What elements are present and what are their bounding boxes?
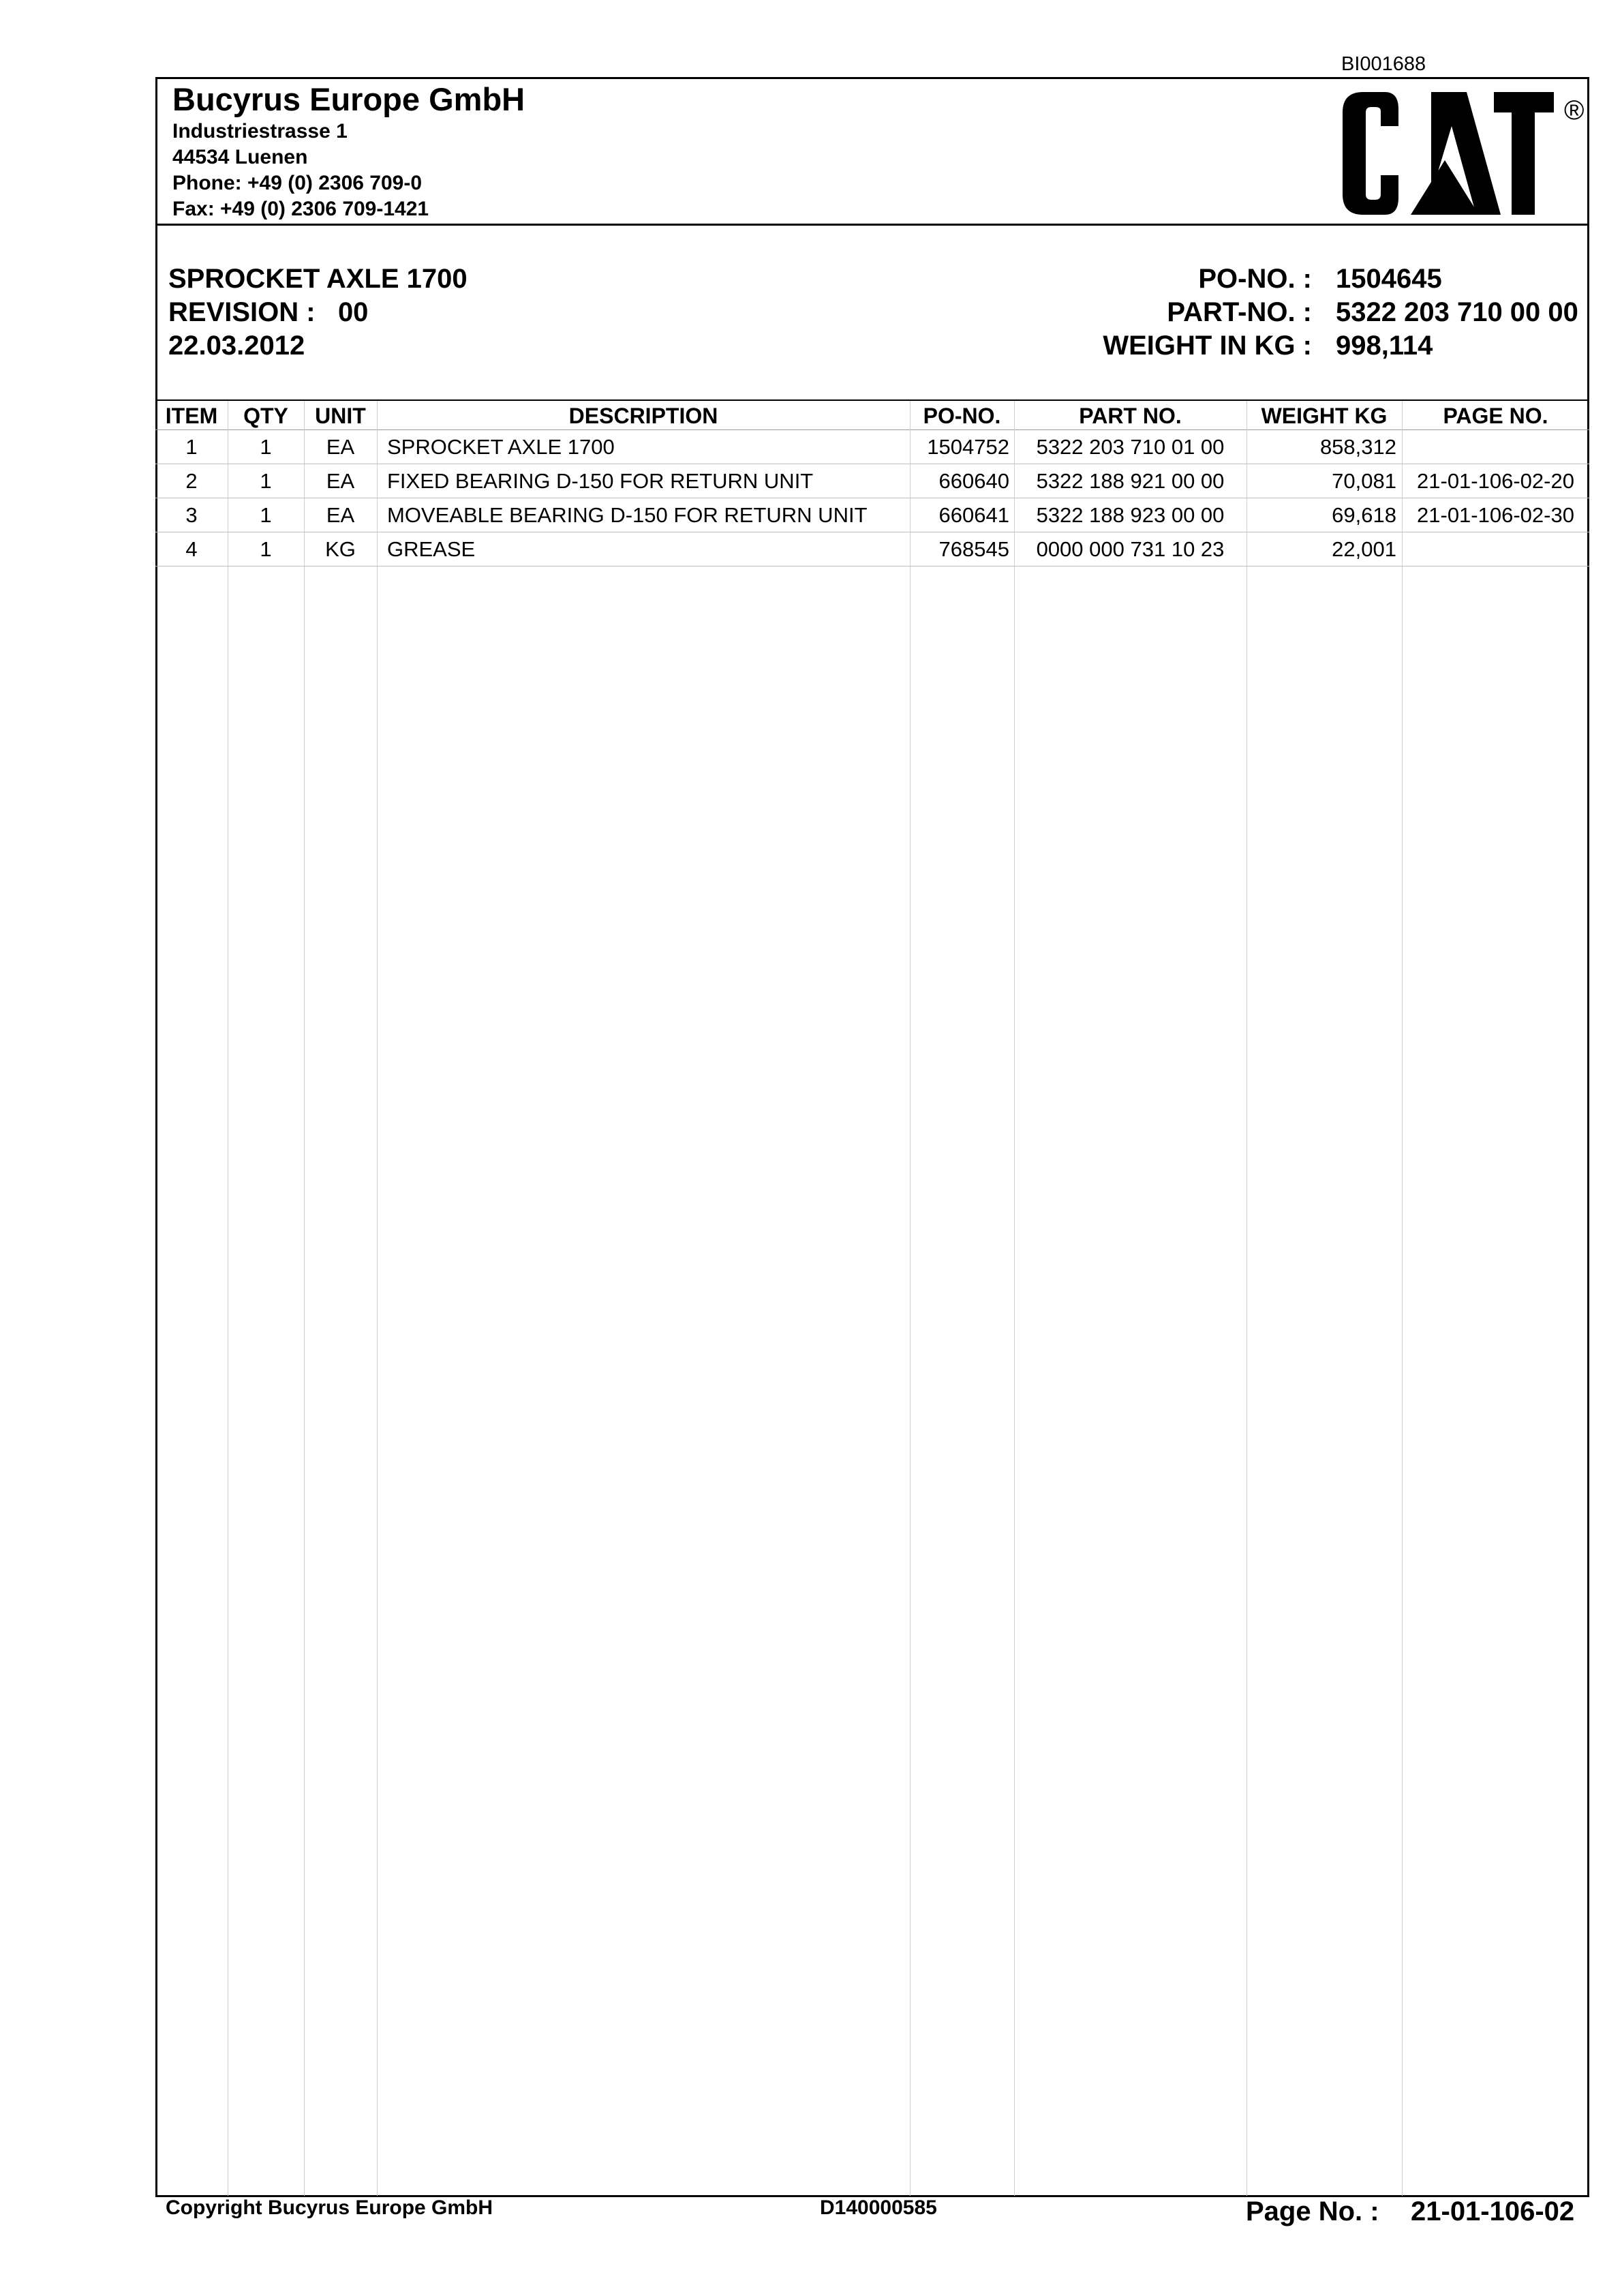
weight-value: 998,114 <box>1336 331 1433 361</box>
cell-item: 4 <box>185 537 198 561</box>
company-block <box>172 80 525 222</box>
cell-unit: KG <box>325 537 356 561</box>
header-item: ITEM <box>165 404 218 428</box>
cell-item: 2 <box>185 469 198 493</box>
column-divider <box>377 401 378 2196</box>
cell-part-no: 5322 188 921 00 00 <box>1036 469 1225 493</box>
cat-logo <box>1336 85 1585 222</box>
header-description: DESCRIPTION <box>568 404 718 428</box>
cell-weight: 70,081 <box>1332 469 1396 493</box>
cell-item: 1 <box>185 435 198 459</box>
table-row <box>155 498 1589 532</box>
document-id: BI001688 <box>1341 53 1426 75</box>
cell-po-no: 1504752 <box>927 435 1009 459</box>
cell-description: MOVEABLE BEARING D-150 FOR RETURN UNIT <box>387 503 868 527</box>
footer-copyright: Copyright Bucyrus Europe GmbH <box>166 2196 493 2219</box>
cell-item: 3 <box>185 503 198 527</box>
cell-page-no: 21-01-106-02-30 <box>1417 503 1574 527</box>
column-divider <box>910 401 911 2196</box>
revision-value: 00 <box>337 297 369 327</box>
cell-part-no: 5322 203 710 01 00 <box>1036 435 1225 459</box>
cell-po-no: 660640 <box>938 469 1009 493</box>
page-frame <box>155 77 1589 2197</box>
header-qty: QTY <box>243 404 288 428</box>
document-date: 22.03.2012 <box>168 331 305 361</box>
cell-unit: EA <box>326 435 355 459</box>
company-street: Industriestrasse 1 <box>172 120 348 142</box>
cell-part-no: 5322 188 923 00 00 <box>1036 503 1225 527</box>
cell-unit: EA <box>326 503 355 527</box>
cell-qty: 1 <box>260 503 272 527</box>
title-block <box>168 262 468 363</box>
revision-line <box>168 296 468 329</box>
cell-page-no: 21-01-106-02-20 <box>1417 469 1574 493</box>
po-value: 1504645 <box>1336 264 1442 294</box>
column-divider <box>1402 401 1403 2196</box>
footer-page-number: 21-01-106-02 <box>1411 2196 1575 2226</box>
po-label: PO-NO. : <box>1198 264 1312 294</box>
company-fax: Fax: +49 (0) 2306 709-1421 <box>172 198 429 220</box>
footer-page-label: Page No. : <box>1246 2196 1379 2226</box>
registered-mark: ® <box>1564 95 1585 125</box>
footer-drawing-number: D140000585 <box>820 2196 937 2219</box>
cell-weight: 22,001 <box>1332 537 1396 561</box>
column-divider <box>1246 401 1247 2196</box>
table-row <box>155 532 1589 567</box>
table-row <box>155 430 1589 464</box>
header-divider <box>155 224 1589 226</box>
cell-qty: 1 <box>260 435 272 459</box>
table-row <box>155 464 1589 498</box>
cell-description: SPROCKET AXLE 1700 <box>387 435 615 459</box>
cell-qty: 1 <box>260 469 272 493</box>
title-labels <box>1103 262 1312 363</box>
cell-description: FIXED BEARING D-150 FOR RETURN UNIT <box>387 469 814 493</box>
company-name: Bucyrus Europe GmbH <box>172 81 525 117</box>
cell-weight: 69,618 <box>1332 503 1396 527</box>
part-value: 5322 203 710 00 00 <box>1336 297 1578 327</box>
company-phone: Phone: +49 (0) 2306 709-0 <box>172 172 423 194</box>
cell-part-no: 0000 000 731 10 23 <box>1036 537 1225 561</box>
header-page-no: PAGE NO. <box>1443 404 1548 428</box>
revision-label: REVISION : <box>168 297 316 327</box>
cell-weight: 858,312 <box>1319 435 1396 459</box>
header-po-no: PO-NO. <box>923 404 1001 428</box>
header-unit: UNIT <box>315 404 366 428</box>
cell-page-no <box>1402 430 1589 463</box>
company-city: 44534 Luenen <box>172 146 308 168</box>
cell-page-no <box>1402 532 1589 565</box>
column-divider <box>1014 401 1015 2196</box>
cell-po-no: 768545 <box>938 537 1009 561</box>
column-divider <box>304 401 305 2196</box>
weight-label: WEIGHT IN KG : <box>1103 331 1312 361</box>
cell-qty: 1 <box>260 537 272 561</box>
cell-unit: EA <box>326 469 355 493</box>
assembly-name: SPROCKET AXLE 1700 <box>168 264 468 294</box>
cell-po-no: 660641 <box>938 503 1009 527</box>
title-values <box>1336 262 1578 363</box>
part-label: PART-NO. : <box>1167 297 1312 327</box>
header-weight: WEIGHT KG <box>1261 404 1388 428</box>
header-part-no: PART NO. <box>1079 404 1182 428</box>
cell-description: GREASE <box>387 537 476 561</box>
